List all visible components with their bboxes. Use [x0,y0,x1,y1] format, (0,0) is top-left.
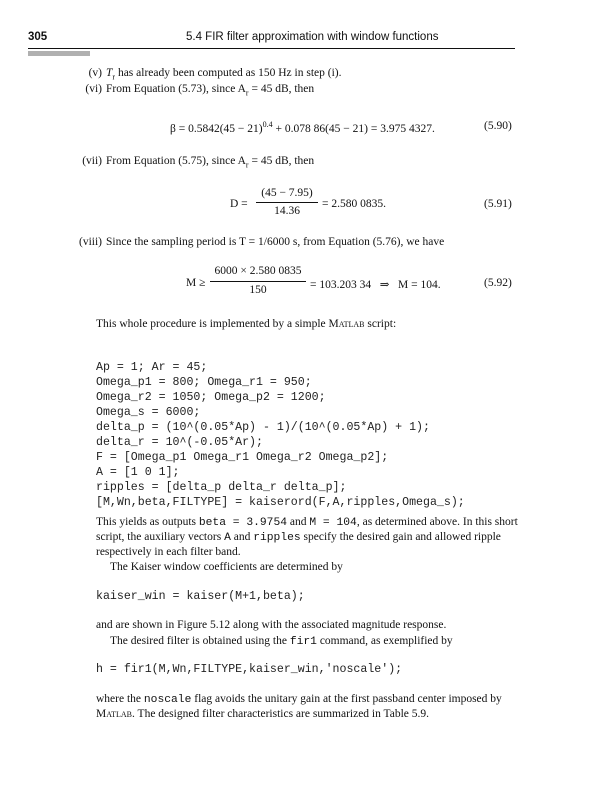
where-text: where the [96,693,144,705]
item-v-subscript: r [112,72,116,82]
eq591-denominator: 14.36 [274,205,300,217]
running-title: 5.4 FIR filter approximation with window functions [186,31,439,43]
matlab-script [96,345,465,525]
eq590-exponent: 0.4 [262,120,273,129]
code-line: delta_p = (10^(0.05*Ap) - 1)/(10^(0.05*Ap) + 1); [96,421,430,434]
yields-line-3: respectively in each filter band. [96,546,241,558]
where-matlab: Matlab [96,708,133,720]
eq591-rhs: = 2.580 0835. [322,198,386,210]
eq592-rhs: = 103.203 34 ⇒ M = 104. [310,279,441,291]
item-viii [76,235,444,250]
page-number: 305 [28,31,48,43]
eq592-numerator: 6000 × 2.580 0835 [214,265,302,277]
yields-beta-code: beta = 3.9754 [198,517,288,529]
item-vii-text: From Equation (5.75), since A [106,155,246,167]
item-viii-text: Since the sampling period is T = 1/6000 s, from Equation (5.76), we have [106,236,445,248]
eq591-number: (5.91) [484,198,512,210]
yields-ripples-code: ripples [253,532,301,544]
item-vii [76,154,314,172]
eq591-numerator: (45 − 7.95) [261,187,313,199]
yields-m-code: M = 104 [309,517,357,529]
eq590-number: (5.90) [484,120,512,132]
desired-text-2: command, as exemplified by [316,635,453,647]
item-vii-subscript: r [245,160,249,170]
code-line: F = [Omega_p1 Omega_r1 Omega_r2 Omega_p2]; [96,451,389,464]
where-line-2 [96,707,429,722]
where-line2-rest: . The designed filter characteristics are summarized in Table 5.9. [132,708,430,720]
item-vi-text-2: = 45 dB, then [251,83,315,95]
yields-a-code: A [224,532,231,544]
code-line: Omega_p1 = 800; Omega_r1 = 950; [96,376,312,389]
eq590-rhs: + 0.078 86(45 − 21) = 3.975 4327. [275,122,435,135]
intro-matlab: Matlab [328,318,365,330]
where-line-1 [96,692,502,708]
kaiser-code-line: kaiser_win = kaiser(M+1,beta); [96,590,305,603]
code-line: ripples = [delta_p delta_r delta_p]; [96,481,347,494]
eq592-denominator: 150 [249,284,267,296]
header-accent-bar [28,51,90,56]
eq592-lhs: M ≥ [186,277,206,289]
fir1-code-line: h = fir1(M,Wn,FILTYPE,kaiser_win,'noscale'); [96,663,403,676]
yields-line2-and: and [230,531,254,543]
yields-text: This yields as outputs [96,516,199,528]
item-vii-text-2: = 45 dB, then [251,155,315,167]
header-rule [28,48,515,49]
eq590-lhs: β = 0.5842(45 − 21) [170,122,263,135]
where-noscale-code: noscale [143,694,192,706]
code-line: delta_r = 10^(-0.05*Ar); [96,436,263,449]
equation-5-90 [170,120,435,135]
item-vi-label: (vi) [85,83,102,95]
yields-and: and [287,516,310,528]
desired-line [110,634,453,650]
yields-line2-rest: specify the desired gain and allowed ripple [300,531,501,543]
intro-text: This whole procedure is implemented by a simple [96,318,329,330]
yields-text-3: , as determined above. In this short [356,516,518,528]
code-line: Omega_r2 = 1050; Omega_p2 = 1200; [96,391,326,404]
item-viii-label: (viii) [79,236,102,248]
item-vii-label: (vii) [82,155,102,167]
kaiser-intro: The Kaiser window coefficients are determined by [110,561,343,573]
eq592-fraction-bar [210,281,306,282]
code-line: A = [1 0 1]; [96,466,180,479]
item-vi [76,82,314,100]
yields-line2-text: script, the auxiliary vectors [96,531,225,543]
item-vi-subscript: r [245,88,249,98]
code-line: Ap = 1; Ar = 45; [96,361,208,374]
eq592-number: (5.92) [484,277,512,289]
yields-line-2 [96,530,501,546]
item-v-symbol: T [106,67,113,79]
desired-fir1-code: fir1 [289,636,317,648]
intro-paragraph [96,317,396,332]
item-v-text: has already been computed as 150 Hz in step (i). [117,67,342,79]
where-text-2: flag avoids the unitary gain at the first passband center imposed by [191,693,502,705]
item-vi-text: From Equation (5.73), since A [106,83,246,95]
eq591-fraction-bar [256,202,318,203]
eq591-lhs: D = [230,198,248,210]
code-line: Omega_s = 6000; [96,406,201,419]
item-v-label: (v) [88,67,102,79]
code-line: [M,Wn,beta,FILTYPE] = kaiserord(F,A,ripples,Omega_s); [96,496,465,509]
intro-text-2: script: [364,318,397,330]
desired-text: The desired filter is obtained using the [110,635,290,647]
yields-line-1 [96,515,518,531]
shown-line: and are shown in Figure 5.12 along with the associated magnitude response. [96,619,447,631]
